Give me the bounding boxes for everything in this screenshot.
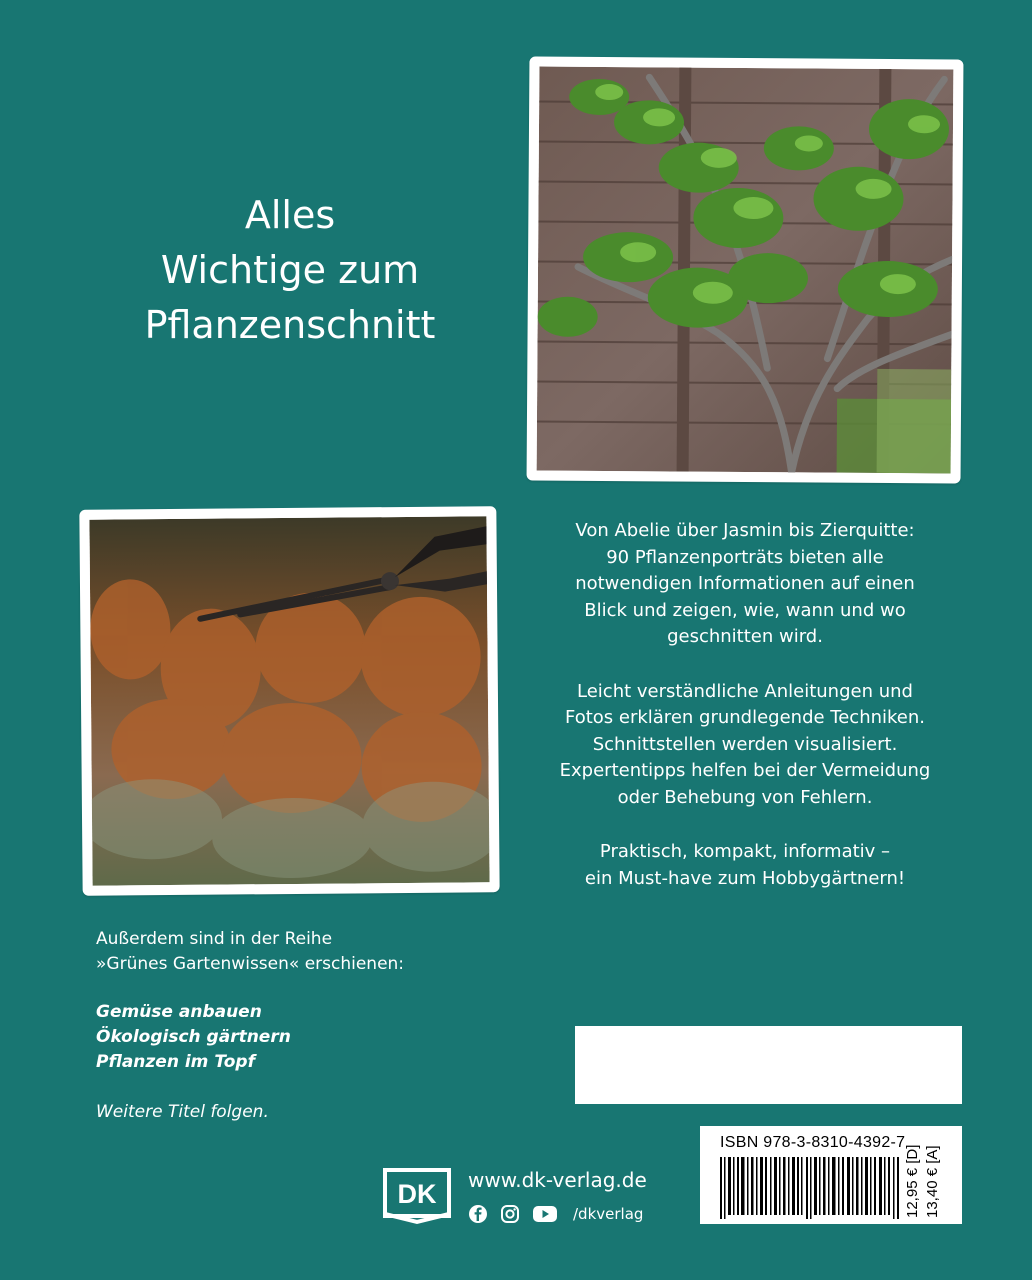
- series-title: Gemüse anbauen: [96, 1002, 262, 1022]
- price-austria: 13,40 € [A]: [924, 1145, 941, 1218]
- facebook-icon[interactable]: [468, 1204, 488, 1224]
- website-link[interactable]: www.dk-verlag.de: [468, 1168, 647, 1192]
- social-handle[interactable]: /dkverlag: [573, 1205, 644, 1223]
- text-line: Von Abelie über Jasmin bis Zierquitte:: [575, 520, 915, 541]
- barcode-image: [720, 1157, 900, 1219]
- text-line: Blick und zeigen, wie, wann und wo: [584, 599, 906, 621]
- isbn-number: ISBN 978-3-8310-4392-7: [720, 1134, 906, 1151]
- headline: [60, 188, 520, 353]
- text-line: Außerdem sind in der Reihe: [96, 929, 333, 949]
- barcode-panel: [700, 1126, 962, 1224]
- text-line: geschnitten wird.: [667, 626, 823, 647]
- series-more: Weitere Titel folgen.: [96, 1102, 269, 1122]
- youtube-icon[interactable]: [532, 1204, 558, 1224]
- text-line: Fotos erklären grundlegende Techniken.: [564, 707, 926, 728]
- headline-line-2: Wichtige zum: [160, 248, 420, 292]
- series-title-list: [96, 1000, 496, 1075]
- text-line: ein Must-have zum Hobbygärtnern!: [584, 867, 906, 889]
- description: [528, 518, 962, 920]
- text-line: Praktisch, kompakt, informativ –: [599, 841, 891, 862]
- headline-line-1: Alles: [244, 193, 336, 237]
- price-block: [904, 1132, 941, 1218]
- text-line: Schnittstellen werden visualisiert.: [592, 733, 898, 755]
- heather-shears-image: [89, 516, 489, 885]
- instagram-icon[interactable]: [500, 1204, 520, 1224]
- espalier-tree-photo: [527, 56, 964, 483]
- series-title: Ökologisch gärtnern: [96, 1027, 291, 1047]
- price-germany: 12,95 € [D]: [904, 1144, 921, 1218]
- social-links: [468, 1201, 643, 1227]
- espalier-tree-image: [537, 67, 954, 474]
- series-intro: [96, 927, 496, 977]
- text-line: »Grünes Gartenwissen« erschienen:: [96, 954, 405, 974]
- description-paragraph-3: [528, 839, 962, 892]
- text-line: notwendigen Informationen auf einen: [575, 573, 915, 594]
- text-line: 90 Pflanzenporträts bieten alle: [606, 546, 884, 568]
- series-title: Pflanzen im Topf: [96, 1052, 255, 1072]
- headline-line-3: Pflanzenschnitt: [144, 303, 436, 347]
- description-paragraph-1: [528, 518, 962, 651]
- logo-text: DK: [397, 1179, 437, 1209]
- text-line: Expertentipps helfen bei der Vermeidung: [559, 760, 931, 781]
- description-paragraph-2: [528, 679, 962, 812]
- sticker-area: [575, 1026, 962, 1104]
- text-line: Leicht verständliche Anleitungen und: [577, 680, 913, 702]
- text-line: oder Behebung von Fehlern.: [617, 786, 873, 808]
- dk-logo: [382, 1167, 452, 1226]
- heather-pruning-photo: [79, 506, 499, 896]
- series-info: [96, 927, 496, 1125]
